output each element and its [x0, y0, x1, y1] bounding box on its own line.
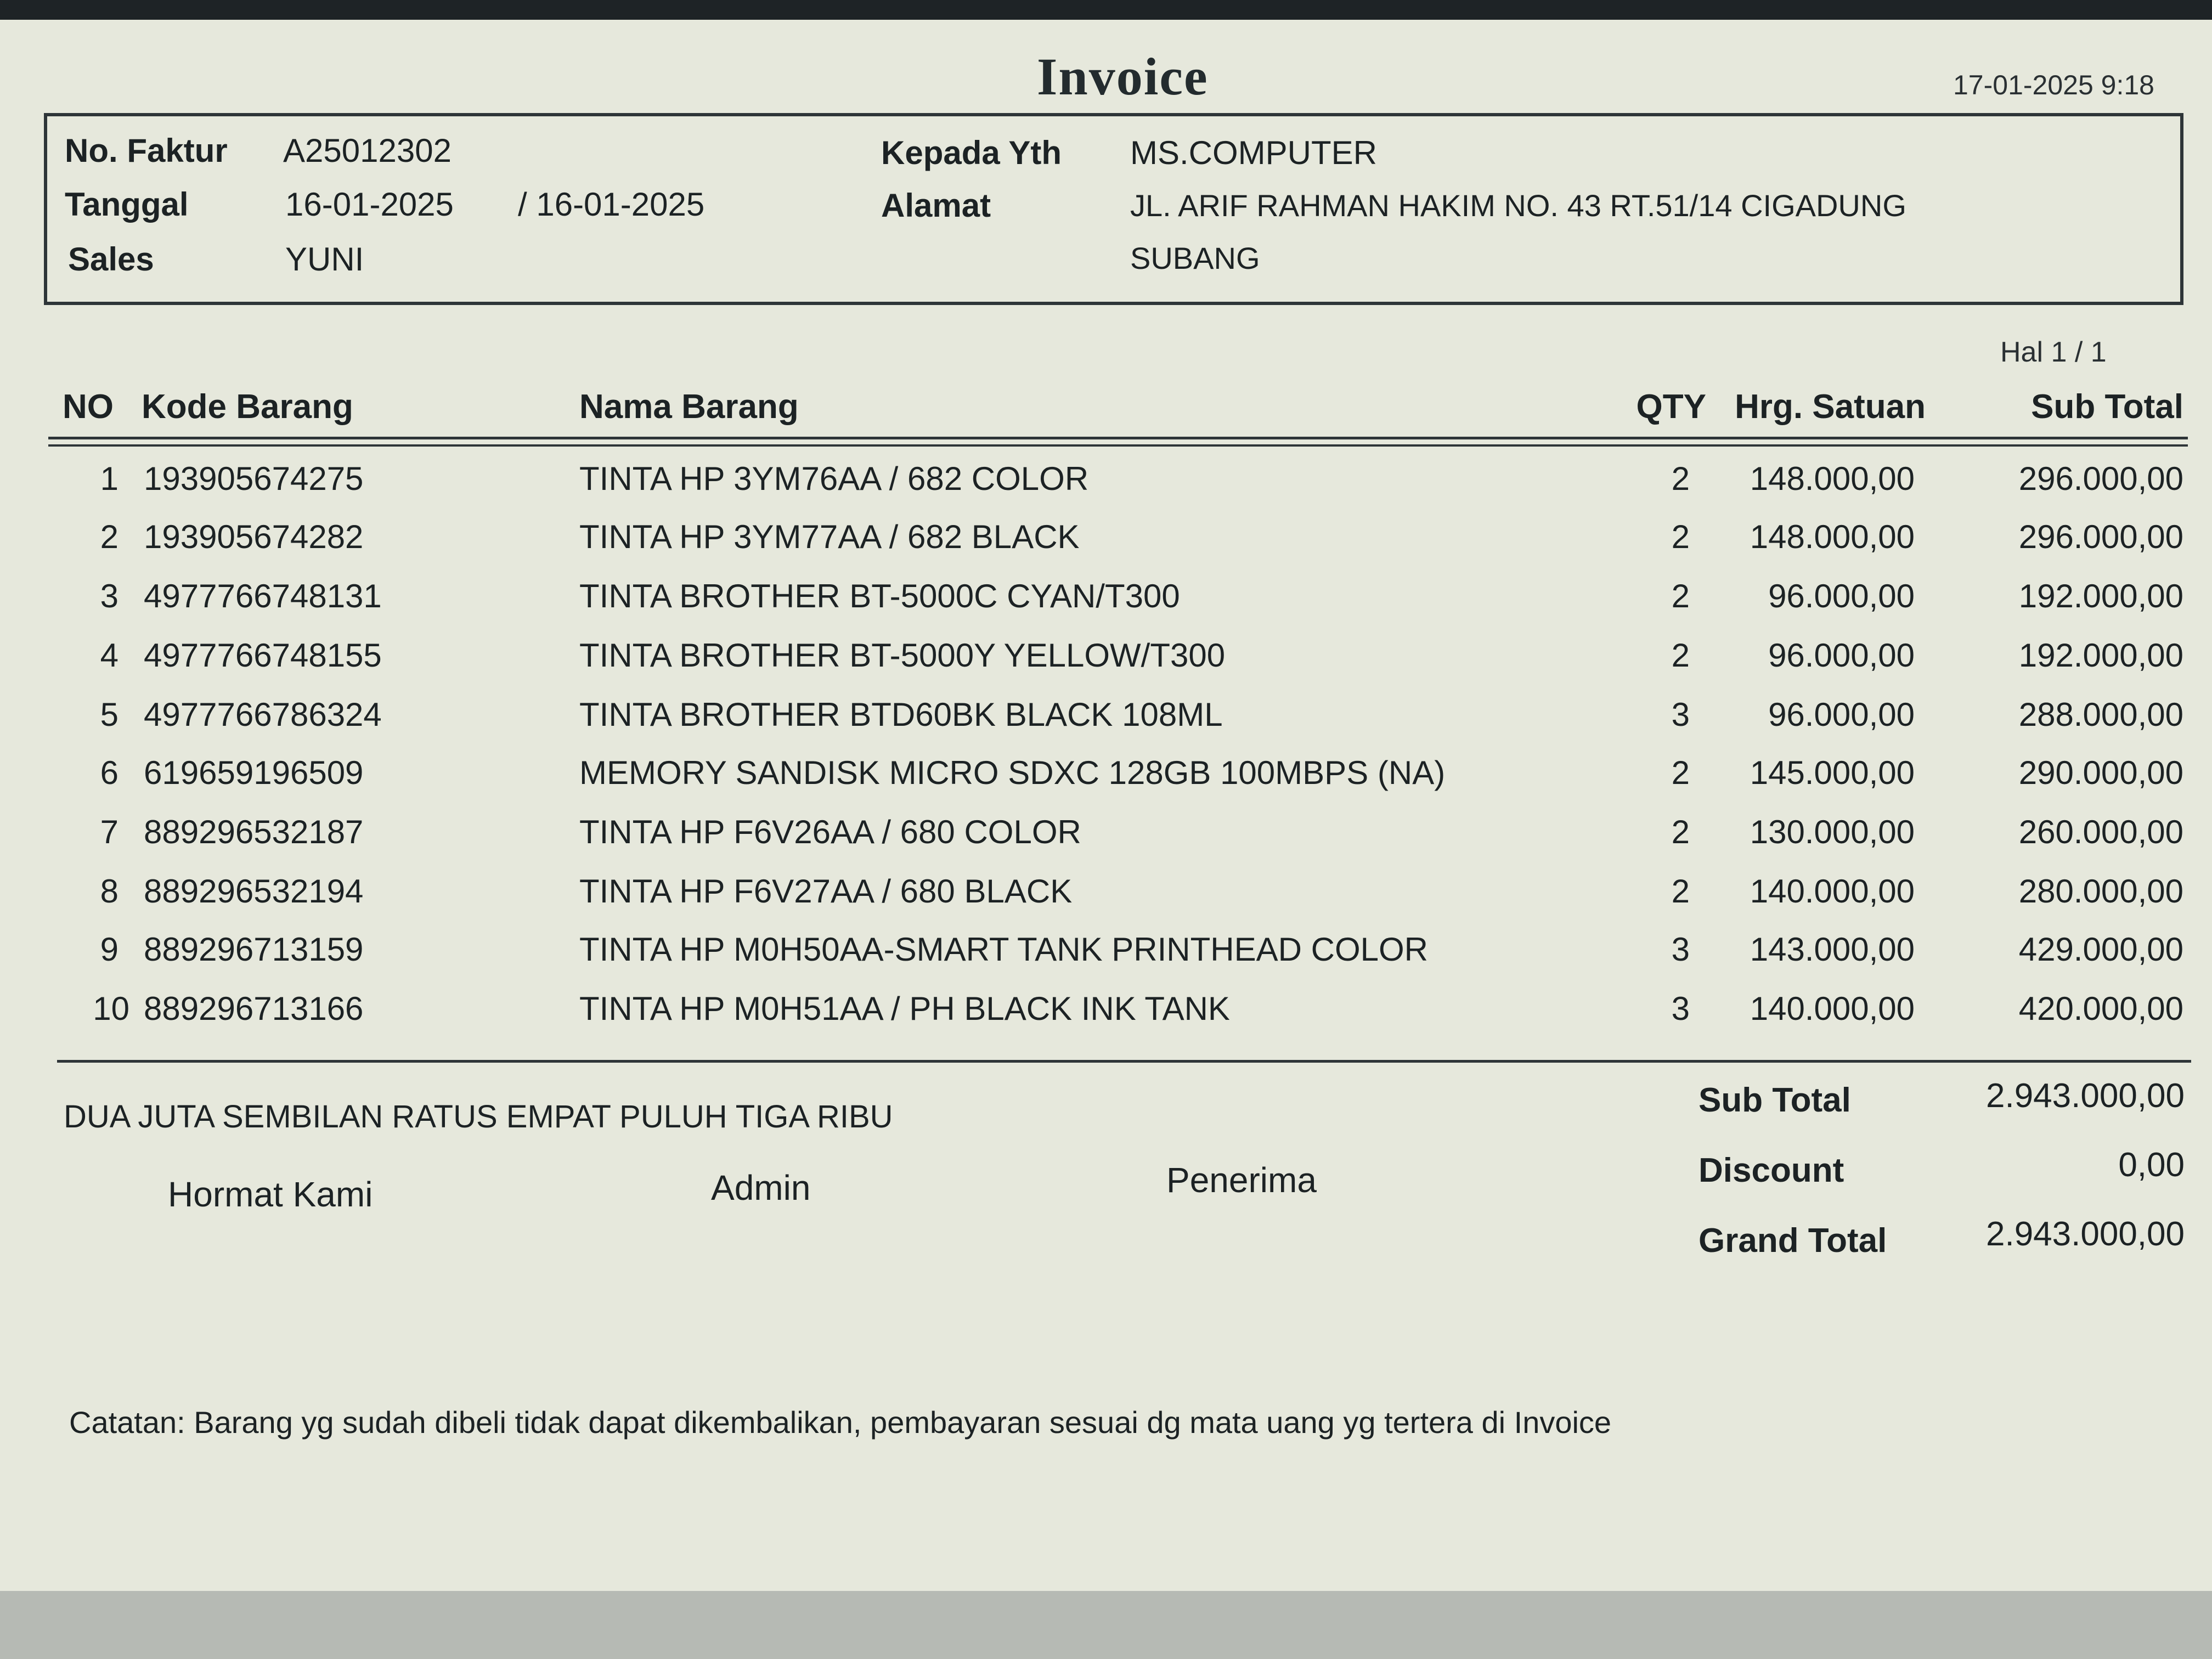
row-harga: 140.000,00	[1750, 990, 1915, 1027]
row-qty: 2	[1671, 578, 1690, 614]
col-header-harga: Hrg. Satuan	[1735, 388, 1926, 426]
row-qty: 2	[1671, 814, 1690, 850]
grand-total-label: Grand Total	[1699, 1222, 1887, 1260]
row-no: 7	[100, 814, 119, 850]
row-harga: 96.000,00	[1768, 578, 1915, 614]
discount-label: Discount	[1699, 1152, 1844, 1189]
col-header-kode: Kode Barang	[142, 388, 353, 426]
table-row	[0, 636, 2212, 691]
table-row	[0, 990, 2212, 1045]
row-no: 8	[100, 873, 119, 910]
subtotal-value: 2.943.000,00	[1985, 1077, 2185, 1115]
row-nama: TINTA HP F6V26AA / 680 COLOR	[579, 814, 1081, 850]
row-nama: MEMORY SANDISK MICRO SDXC 128GB 100MBPS (NA)	[579, 754, 1446, 791]
grand-total-value: 2.943.000,00	[1985, 1215, 2185, 1253]
alamat-label: Alamat	[881, 187, 991, 224]
row-qty: 2	[1671, 637, 1690, 674]
row-nama: TINTA HP M0H51AA / PH BLACK INK TANK	[579, 990, 1230, 1027]
row-kode: 193905674282	[144, 518, 364, 555]
table-row	[0, 577, 2212, 632]
printed-timestamp: 17-01-2025 9:18	[1953, 70, 2154, 100]
row-qty: 3	[1671, 990, 1690, 1027]
tanggal-value-2: / 16-01-2025	[518, 186, 705, 223]
row-subtotal: 420.000,00	[2018, 990, 2183, 1027]
subtotal-label: Sub Total	[1699, 1081, 1851, 1119]
row-subtotal: 296.000,00	[2018, 518, 2183, 555]
row-qty: 2	[1671, 460, 1690, 497]
signature-admin: Admin	[711, 1168, 811, 1207]
col-header-subtotal: Sub Total	[2031, 388, 2183, 426]
discount-value: 0,00	[2118, 1146, 2185, 1184]
row-nama: TINTA HP 3YM76AA / 682 COLOR	[579, 460, 1089, 497]
sales-value: YUNI	[285, 241, 364, 278]
row-qty: 2	[1671, 754, 1690, 791]
row-kode: 619659196509	[144, 754, 364, 791]
row-no: 1	[100, 460, 119, 497]
table-row	[0, 813, 2212, 868]
row-nama: TINTA HP F6V27AA / 680 BLACK	[579, 873, 1073, 910]
tanggal-value: 16-01-2025	[285, 186, 454, 223]
row-subtotal: 192.000,00	[2018, 637, 2183, 674]
table-row	[0, 460, 2212, 515]
header-rule-top	[48, 437, 2188, 439]
row-nama: TINTA BROTHER BT-5000Y YELLOW/T300	[579, 637, 1226, 674]
row-no: 2	[100, 518, 119, 555]
signature-penerima: Penerima	[1166, 1160, 1317, 1200]
row-harga: 96.000,00	[1768, 637, 1915, 674]
row-no: 10	[93, 990, 129, 1027]
row-harga: 143.000,00	[1750, 931, 1915, 968]
row-harga: 140.000,00	[1750, 873, 1915, 910]
row-subtotal: 280.000,00	[2018, 873, 2183, 910]
row-subtotal: 192.000,00	[2018, 578, 2183, 614]
faktur-label: No. Faktur	[65, 132, 228, 169]
row-kode: 889296713166	[144, 990, 364, 1027]
invoice-title: Invoice	[1037, 47, 1209, 106]
row-subtotal: 296.000,00	[2018, 460, 2183, 497]
row-kode: 889296532194	[144, 873, 364, 910]
row-subtotal: 288.000,00	[2018, 696, 2183, 733]
row-qty: 3	[1671, 696, 1690, 733]
col-header-qty: QTY	[1636, 388, 1706, 426]
row-nama: TINTA BROTHER BTD60BK BLACK 108ML	[579, 696, 1223, 733]
table-bottom-rule	[57, 1060, 2191, 1063]
kepada-value: MS.COMPUTER	[1130, 134, 1377, 171]
screen-top-bezel	[0, 0, 2212, 20]
row-harga: 148.000,00	[1750, 518, 1915, 555]
row-harga: 96.000,00	[1768, 696, 1915, 733]
row-kode: 4977766748155	[144, 637, 382, 674]
row-no: 3	[100, 578, 119, 614]
row-subtotal: 429.000,00	[2018, 931, 2183, 968]
row-harga: 145.000,00	[1750, 754, 1915, 791]
header-rule-bottom	[48, 444, 2188, 447]
col-header-nama: Nama Barang	[579, 388, 799, 426]
alamat-line-2: SUBANG	[1130, 241, 1260, 275]
row-subtotal: 260.000,00	[2018, 814, 2183, 850]
row-nama: TINTA HP M0H50AA-SMART TANK PRINTHEAD COLOR	[579, 931, 1428, 968]
row-no: 5	[100, 696, 119, 733]
tanggal-label: Tanggal	[65, 186, 189, 223]
row-kode: 193905674275	[144, 460, 364, 497]
kepada-label: Kepada Yth	[881, 134, 1062, 171]
page-number: Hal 1 / 1	[2000, 336, 2107, 368]
row-no: 9	[100, 931, 119, 968]
row-kode: 889296713159	[144, 931, 364, 968]
row-qty: 2	[1671, 518, 1690, 555]
signature-hormat-kami: Hormat Kami	[168, 1175, 373, 1214]
table-row	[0, 930, 2212, 985]
row-harga: 148.000,00	[1750, 460, 1915, 497]
row-qty: 2	[1671, 873, 1690, 910]
row-kode: 4977766748131	[144, 578, 382, 614]
footer-note: Catatan: Barang yg sudah dibeli tidak dapat dikembalikan, pembayaran sesuai dg mata uang yg tertera di Invoice	[69, 1405, 1612, 1440]
row-subtotal: 290.000,00	[2018, 754, 2183, 791]
faktur-value: A25012302	[283, 132, 452, 169]
row-qty: 3	[1671, 931, 1690, 968]
row-kode: 4977766786324	[144, 696, 382, 733]
row-no: 4	[100, 637, 119, 674]
row-nama: TINTA BROTHER BT-5000C CYAN/T300	[579, 578, 1180, 614]
row-no: 6	[100, 754, 119, 791]
col-header-no: NO	[63, 388, 114, 426]
amount-in-words: DUA JUTA SEMBILAN RATUS EMPAT PULUH TIGA RIBU	[64, 1099, 893, 1135]
table-row	[0, 518, 2212, 573]
table-row	[0, 872, 2212, 927]
row-kode: 889296532187	[144, 814, 364, 850]
row-harga: 130.000,00	[1750, 814, 1915, 850]
sales-label: Sales	[68, 241, 154, 278]
screen-bottom-bezel	[0, 1591, 2212, 1659]
alamat-line-1: JL. ARIF RAHMAN HAKIM NO. 43 RT.51/14 CIGADUNG	[1130, 188, 1906, 223]
table-row	[0, 696, 2212, 751]
table-row	[0, 754, 2212, 809]
row-nama: TINTA HP 3YM77AA / 682 BLACK	[579, 518, 1080, 555]
